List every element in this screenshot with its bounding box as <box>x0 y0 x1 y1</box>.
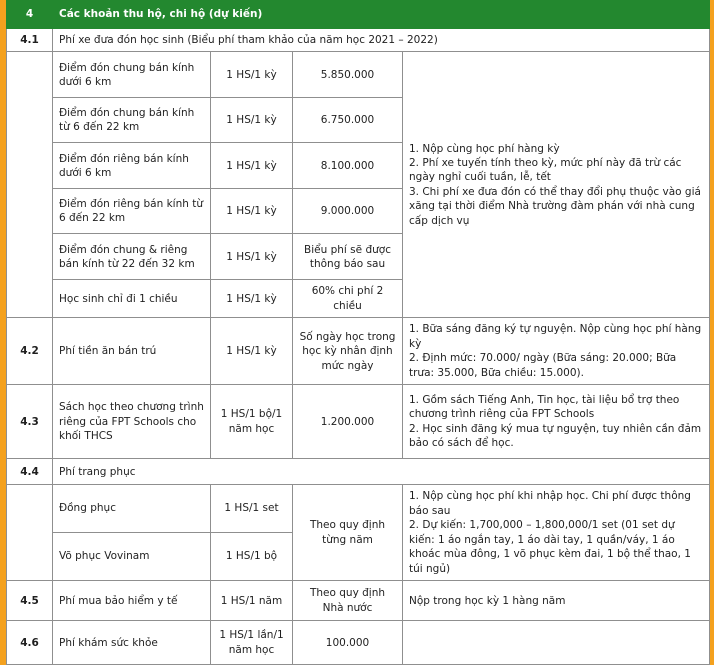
notes-cell <box>403 385 710 459</box>
row-unit: 1 HS/1 bộ <box>211 532 293 580</box>
row-fee: 60% chi phí 2 chiều <box>293 280 403 318</box>
row-unit: 1 HS/1 kỳ <box>211 98 293 143</box>
section-4-3-row <box>7 385 710 459</box>
notes-cell <box>403 52 710 318</box>
section-4-5-row <box>7 581 710 621</box>
row-unit: 1 HS/1 kỳ <box>211 143 293 189</box>
row-fee: 6.750.000 <box>293 98 403 143</box>
row-fee: Biểu phí sẽ được thông báo sau <box>293 234 403 280</box>
note-line: 1. Gồm sách Tiếng Anh, Tin học, tài liệu bổ trợ theo chương trình riêng của FPT Schools <box>409 393 680 421</box>
row-fee: 8.100.000 <box>293 143 403 189</box>
row-unit: 1 HS/1 kỳ <box>211 189 293 234</box>
notes-cell <box>403 318 710 385</box>
row-name: Phí khám sức khỏe <box>53 621 211 665</box>
row-unit: 1 HS/1 set <box>211 485 293 532</box>
row-name: Điểm đón chung bán kính dưới 6 km <box>53 52 211 98</box>
row-name: Phí mua bảo hiểm y tế <box>53 581 211 621</box>
note-line: 2. Định mức: 70.000/ ngày (Bữa sáng: 20.000; Bữa trưa: 35.000, Bữa chiều: 15.000). <box>409 352 677 379</box>
table-row <box>7 485 710 532</box>
notes-cell <box>403 621 710 665</box>
row-fee: 100.000 <box>293 621 403 665</box>
item-number: 4.3 <box>7 385 53 459</box>
notes-cell: Nộp trong học kỳ 1 hàng năm <box>403 581 710 621</box>
row-fee: Theo quy định từng năm <box>293 485 403 581</box>
section-4-6-row <box>7 621 710 665</box>
fee-table-container <box>6 0 709 665</box>
section-4-4-header <box>7 459 710 485</box>
row-fee: Theo quy định Nhà nước <box>293 581 403 621</box>
row-name: Đồng phục <box>53 485 211 532</box>
section-4-header <box>7 1 710 29</box>
row-unit: 1 HS/1 kỳ <box>211 280 293 318</box>
fee-table <box>6 0 710 665</box>
row-fee: 9.000.000 <box>293 189 403 234</box>
item-title: Phí xe đưa đón học sinh (Biểu phí tham khảo của năm học 2021 – 2022) <box>53 29 710 52</box>
table-row <box>7 52 710 98</box>
note-line: 1. Bữa sáng đăng ký tự nguyện. Nộp cùng học phí hàng kỳ <box>409 323 702 350</box>
row-unit: 1 HS/1 lần/1 năm học <box>211 621 293 665</box>
notes-cell <box>403 485 710 581</box>
note-line: 2. Học sinh đăng ký mua tự nguyện, tuy nhiên cần đảm bảo có sách để học. <box>409 422 702 450</box>
row-fee: Số ngày học trong học kỳ nhân định mức ngày <box>293 318 403 385</box>
item-number: 4.4 <box>7 459 53 485</box>
blank-number-cell <box>7 485 53 581</box>
note-line: 1. Nộp cùng học phí hàng kỳ <box>409 142 560 155</box>
note-line: 2. Phí xe tuyến tính theo kỳ, mức phí này đã trừ các ngày nghỉ cuối tuần, lễ, tết <box>409 157 682 184</box>
item-title: Phí trang phục <box>53 459 710 485</box>
item-number: 4.6 <box>7 621 53 665</box>
section-number: 4 <box>7 1 53 29</box>
note-line: 3. Chi phí xe đưa đón có thể thay đổi phụ thuộc vào giá xăng tại thời điểm Nhà trường đàm phán với nhà cung cấp dịch vụ <box>409 185 701 227</box>
item-number: 4.2 <box>7 318 53 385</box>
row-fee: 5.850.000 <box>293 52 403 98</box>
row-name: Võ phục Vovinam <box>53 532 211 580</box>
row-fee: 1.200.000 <box>293 385 403 459</box>
row-unit: 1 HS/1 kỳ <box>211 234 293 280</box>
section-title: Các khoản thu hộ, chi hộ (dự kiến) <box>53 1 710 29</box>
item-number: 4.1 <box>7 29 53 52</box>
row-name: Điểm đón riêng bán kính từ 6 đến 22 km <box>53 189 211 234</box>
row-name: Sách học theo chương trình riêng của FPT Schools cho khối THCS <box>53 385 211 459</box>
row-unit: 1 HS/1 bộ/1 năm học <box>211 385 293 459</box>
row-unit: 1 HS/1 kỳ <box>211 318 293 385</box>
blank-number-cell <box>7 52 53 318</box>
row-name: Điểm đón riêng bán kính dưới 6 km <box>53 143 211 189</box>
row-name: Điểm đón chung bán kính từ 6 đến 22 km <box>53 98 211 143</box>
row-unit: 1 HS/1 kỳ <box>211 52 293 98</box>
row-name: Học sinh chỉ đi 1 chiều <box>53 280 211 318</box>
section-4-1-header <box>7 29 710 52</box>
row-unit: 1 HS/1 năm <box>211 581 293 621</box>
row-name: Phí tiền ăn bán trú <box>53 318 211 385</box>
section-4-2-row <box>7 318 710 385</box>
note-line: 2. Dự kiến: 1,700,000 – 1,800,000/1 set (01 set dự kiến: 1 áo ngắn tay, 1 áo dài tay, 1 quần/váy, 1 áo khoác mùa đông, 1 võ phục kèm đai, 1 bộ thể thao, 1 túi ngủ) <box>409 519 691 575</box>
item-number: 4.5 <box>7 581 53 621</box>
row-name: Điểm đón chung & riêng bán kính từ 22 đến 32 km <box>53 234 211 280</box>
note-line: 1. Nộp cùng học phí khi nhập học. Chi phí được thông báo sau <box>409 490 691 517</box>
